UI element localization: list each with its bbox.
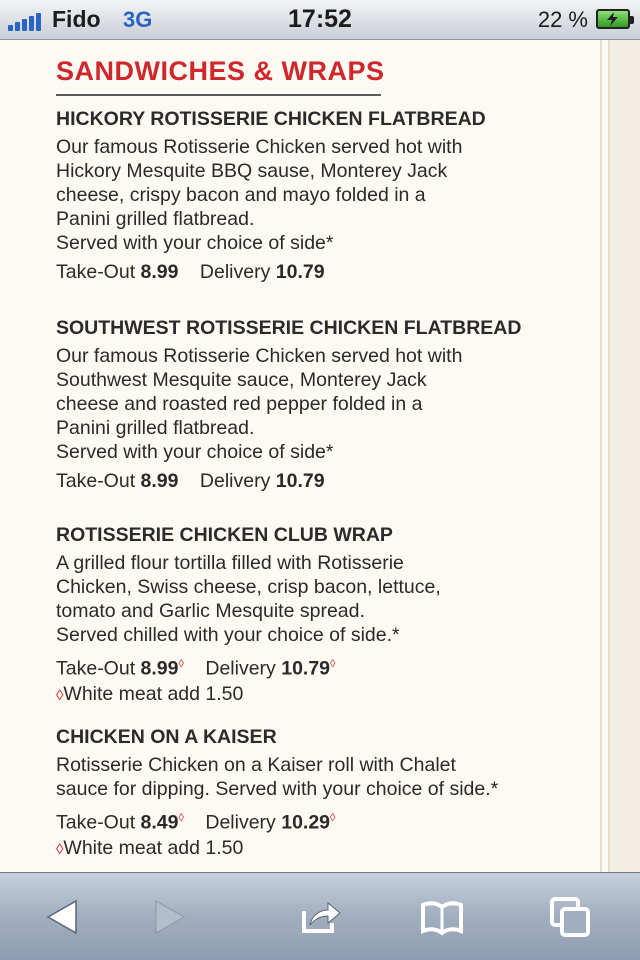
description-line: Our famous Rotisserie Chicken served hot with [56, 345, 463, 367]
item-name: HICKORY ROTISSERIE CHICKEN FLATBREAD [56, 108, 486, 130]
description-line: cheese, crispy bacon and mayo folded in a [56, 184, 426, 206]
description-line: cheese and roasted red pepper folded in a [56, 393, 423, 415]
forward-arrow-icon [146, 895, 190, 939]
section-title: SANDWICHES & WRAPS [56, 56, 385, 86]
white-meat-text: White meat add 1.50 [63, 836, 244, 859]
price-line [56, 651, 576, 682]
description-line: Panini grilled flatbread. [56, 208, 255, 230]
diamond-marker-icon: ◊ [56, 840, 64, 858]
takeout-label: Take-Out [56, 470, 136, 492]
item-description [56, 551, 576, 647]
battery-percentage: 22 % [537, 7, 588, 32]
back-arrow-icon [42, 895, 86, 939]
bookmarks-button[interactable] [420, 895, 464, 939]
forward-button[interactable] [146, 895, 190, 939]
delivery-label: Delivery [199, 261, 271, 283]
description-line: Southwest Mesquite sauce, Monterey Jack [56, 369, 427, 391]
delivery-price: 10.29 [281, 811, 331, 834]
description-line: Chicken, Swiss cheese, crisp bacon, lettuce, [56, 576, 441, 598]
tabs-pages-icon [548, 895, 592, 939]
menu-item-hickory-flatbread [56, 106, 576, 285]
delivery-price: 10.79 [275, 261, 325, 283]
description-line: tomato and Garlic Mesquite spread. [56, 600, 365, 622]
back-button[interactable] [42, 895, 86, 939]
status-bar [0, 0, 640, 40]
delivery-label: Delivery [205, 657, 276, 680]
title-underline [56, 94, 381, 96]
description-line: Hickory Mesquite BBQ sause, Monterey Jack [56, 160, 448, 182]
menu-item-club-wrap [56, 522, 576, 708]
diamond-marker-icon: ◊ [56, 686, 64, 704]
white-meat-text: White meat add 1.50 [63, 682, 244, 705]
share-icon [298, 895, 342, 939]
battery-charging-icon [596, 9, 630, 29]
takeout-price: 8.99 [140, 261, 179, 283]
item-description [56, 344, 576, 464]
delivery-label: Delivery [205, 811, 276, 834]
delivery-price: 10.79 [275, 470, 325, 492]
description-line: Served chilled with your choice of side.* [56, 624, 400, 646]
takeout-label: Take-Out [56, 261, 136, 283]
description-line: Our famous Rotisserie Chicken served hot with [56, 136, 463, 158]
safari-toolbar [0, 872, 640, 960]
takeout-price: 8.49 [140, 811, 179, 834]
clock: 17:52 [288, 5, 352, 33]
description-line: A grilled flour tortilla filled with Rotisserie [56, 552, 404, 574]
diamond-marker-icon: ◊ [178, 658, 184, 670]
description-line: Rotisserie Chicken on a Kaiser roll with Chalet [56, 754, 456, 776]
price-line [56, 259, 576, 285]
tabs-button[interactable] [548, 895, 592, 939]
takeout-label: Take-Out [56, 657, 136, 680]
description-line: Panini grilled flatbread. [56, 417, 255, 439]
menu-item-southwest-flatbread [56, 315, 576, 494]
item-description [56, 135, 576, 255]
takeout-label: Take-Out [56, 811, 136, 834]
white-meat-note [56, 836, 576, 862]
share-button[interactable] [298, 895, 342, 939]
bookmarks-book-icon [420, 895, 464, 939]
item-name: ROTISSERIE CHICKEN CLUB WRAP [56, 524, 393, 546]
network-type: 3G [123, 7, 153, 32]
description-line: Served with your choice of side* [56, 441, 334, 463]
takeout-price: 8.99 [140, 470, 179, 492]
price-line [56, 805, 576, 836]
web-page-content[interactable] [0, 40, 640, 872]
carrier-name: Fido [52, 6, 101, 32]
item-description [56, 753, 576, 801]
item-name: SOUTHWEST ROTISSERIE CHICKEN FLATBREAD [56, 317, 522, 339]
diamond-marker-icon: ◊ [178, 812, 184, 824]
white-meat-note [56, 682, 576, 708]
delivery-label: Delivery [199, 470, 271, 492]
diamond-marker-icon: ◊ [330, 658, 336, 670]
description-line: Served with your choice of side* [56, 232, 334, 254]
menu-item-chicken-kaiser [56, 724, 576, 862]
price-line [56, 468, 576, 494]
item-name: CHICKEN ON A KAISER [56, 726, 277, 748]
diamond-marker-icon: ◊ [330, 812, 336, 824]
delivery-price: 10.79 [281, 657, 331, 680]
description-line: sauce for dipping. Served with your choice of side.* [56, 778, 499, 800]
takeout-price: 8.99 [140, 657, 179, 680]
